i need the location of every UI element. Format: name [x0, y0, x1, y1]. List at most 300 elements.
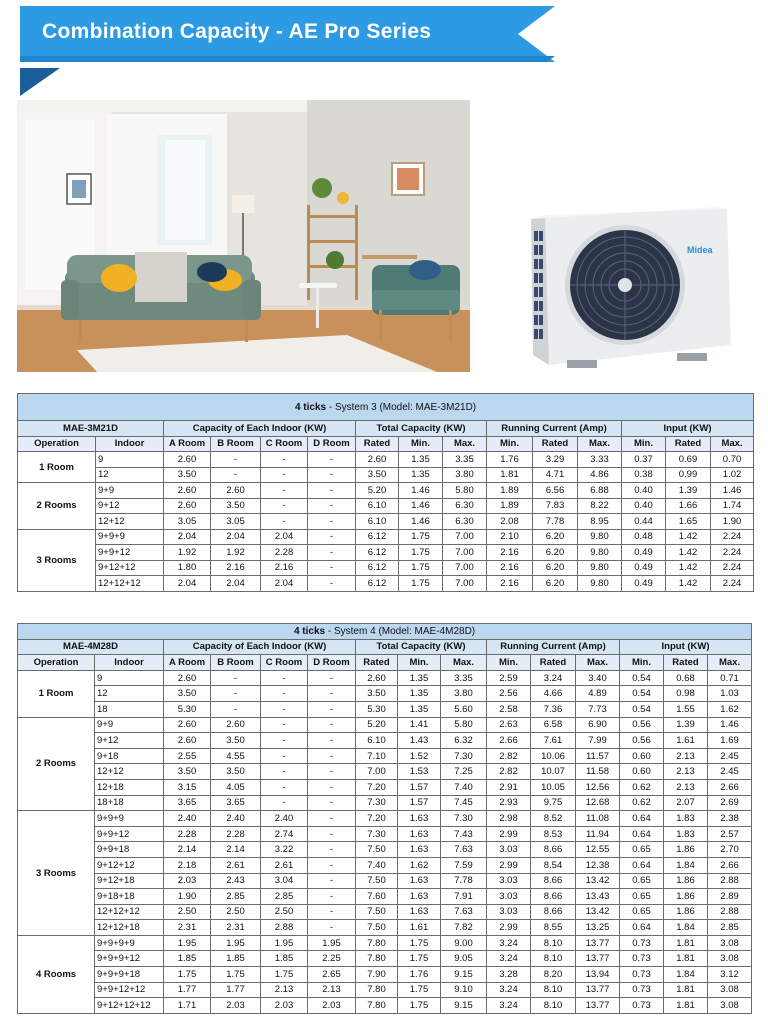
table-row: [18, 701, 752, 717]
table-row: [18, 998, 752, 1014]
table-cell: 1.46: [399, 498, 443, 514]
table-title-row: [18, 394, 754, 421]
table-cell: -: [261, 686, 308, 702]
operation-cell: 2 Rooms: [18, 717, 95, 811]
table-cell: 2.43: [211, 873, 261, 889]
table-cell: 2.40: [261, 811, 308, 827]
table-cell: 7.99: [576, 733, 620, 749]
table-cell: 2.50: [261, 904, 308, 920]
group-header-row: [18, 639, 752, 655]
table-cell: 1.89: [487, 498, 533, 514]
indoor-combination-cell: 9+9+9+9: [95, 935, 164, 951]
column-header: B Room: [211, 436, 261, 452]
table-cell: 2.69: [708, 795, 752, 811]
table-title-prefix: 4 ticks: [293, 625, 326, 637]
table-row: [18, 982, 752, 998]
column-header: Max.: [711, 436, 754, 452]
table-cell: 1.35: [399, 467, 443, 483]
table-row: [18, 545, 754, 561]
table-cell: 7.73: [576, 701, 620, 717]
table-cell: 1.75: [399, 529, 443, 545]
running-current-header: Running Current (Amp): [487, 421, 622, 437]
table-cell: 7.30: [356, 795, 398, 811]
table-cell: -: [261, 764, 308, 780]
table-cell: 2.03: [164, 873, 211, 889]
table-cell: 11.94: [576, 826, 620, 842]
table-cell: 0.60: [620, 748, 664, 764]
table-cell: 7.20: [356, 811, 398, 827]
table-cell: 8.54: [531, 857, 576, 873]
column-header: C Room: [261, 436, 308, 452]
capacity-header: Capacity of Each Indoor (KW): [164, 639, 356, 655]
table-cell: 1.71: [164, 998, 211, 1014]
model-header: MAE-4M28D: [18, 639, 164, 655]
table-cell: 10.05: [531, 779, 576, 795]
table-cell: 0.65: [620, 889, 664, 905]
indoor-combination-cell: 9+18: [95, 748, 164, 764]
table-cell: 0.98: [664, 686, 708, 702]
table-cell: 2.16: [211, 560, 261, 576]
table-cell: 1.35: [399, 452, 443, 468]
table-cell: 2.88: [708, 873, 752, 889]
table-cell: 1.81: [664, 982, 708, 998]
table-cell: 2.61: [261, 857, 308, 873]
table-cell: 8.10: [531, 982, 576, 998]
table-cell: 8.20: [531, 967, 576, 983]
table-cell: -: [308, 467, 356, 483]
table-cell: 6.12: [356, 545, 399, 561]
table-cell: -: [308, 529, 356, 545]
table-cell: 3.65: [164, 795, 211, 811]
table-cell: 9.80: [578, 576, 622, 592]
table-cell: 7.80: [356, 982, 398, 998]
table-cell: -: [211, 467, 261, 483]
table-cell: 13.25: [576, 920, 620, 936]
indoor-combination-cell: 9+12+12: [96, 560, 164, 576]
table-cell: -: [308, 764, 356, 780]
table-cell: 2.24: [711, 545, 754, 561]
table-cell: 0.64: [620, 811, 664, 827]
table-cell: 7.00: [443, 576, 487, 592]
table-cell: 1.39: [664, 717, 708, 733]
table-cell: 1.77: [164, 982, 211, 998]
table-cell: 1.75: [211, 967, 261, 983]
table-cell: 3.80: [441, 686, 487, 702]
table-cell: 1.76: [487, 452, 533, 468]
table-cell: 3.50: [164, 467, 211, 483]
table-cell: -: [261, 514, 308, 530]
table-cell: 3.29: [533, 452, 578, 468]
table-cell: 3.33: [578, 452, 622, 468]
table-row: [18, 951, 752, 967]
table-cell: 1.77: [211, 982, 261, 998]
table-cell: 1.46: [399, 514, 443, 530]
table-cell: 0.65: [620, 842, 664, 858]
table-cell: -: [211, 452, 261, 468]
table-cell: 2.85: [261, 889, 308, 905]
spec-table-system-3: [17, 393, 754, 592]
table-cell: -: [308, 889, 356, 905]
table-cell: 6.90: [576, 717, 620, 733]
table-cell: 3.24: [531, 670, 576, 686]
table-cell: 0.56: [620, 717, 664, 733]
table-cell: 1.83: [664, 826, 708, 842]
table-cell: -: [308, 795, 356, 811]
table-cell: 2.65: [308, 967, 356, 983]
table-cell: 5.80: [443, 483, 487, 499]
table-cell: 1.86: [664, 904, 708, 920]
table-cell: 7.25: [441, 764, 487, 780]
table-cell: -: [308, 748, 356, 764]
table-cell: 3.03: [487, 873, 531, 889]
table-cell: 7.00: [443, 545, 487, 561]
column-header: A Room: [164, 436, 211, 452]
table-row: [18, 498, 754, 514]
indoor-combination-cell: 9+12: [95, 733, 164, 749]
table-cell: 3.05: [164, 514, 211, 530]
table-cell: 7.50: [356, 842, 398, 858]
table-cell: 0.73: [620, 967, 664, 983]
table-cell: 2.50: [164, 904, 211, 920]
table-row: [18, 795, 752, 811]
table-cell: 2.66: [487, 733, 531, 749]
table-cell: 0.73: [620, 951, 664, 967]
table-row: [18, 811, 752, 827]
table-cell: 6.30: [443, 514, 487, 530]
table-cell: 7.00: [356, 764, 398, 780]
table-cell: -: [211, 670, 261, 686]
table-cell: 3.50: [164, 686, 211, 702]
table-title-rest: - System 4 (Model: MAE-4M28D): [325, 625, 476, 637]
table-cell: 0.65: [620, 873, 664, 889]
indoor-combination-cell: 9+9: [96, 483, 164, 499]
table-row: [18, 748, 752, 764]
table-cell: -: [308, 717, 356, 733]
table-cell: 1.81: [487, 467, 533, 483]
table-cell: 3.24: [487, 935, 531, 951]
table-cell: 9.00: [441, 935, 487, 951]
table-cell: 0.56: [620, 733, 664, 749]
indoor-combination-cell: 12+12+18: [95, 920, 164, 936]
indoor-combination-cell: 9+12+18: [95, 873, 164, 889]
table-cell: -: [211, 686, 261, 702]
table-cell: 1.65: [666, 514, 711, 530]
table-cell: 8.95: [578, 514, 622, 530]
column-header: Indoor: [95, 655, 164, 671]
table-cell: 2.82: [487, 764, 531, 780]
table-cell: 3.28: [487, 967, 531, 983]
outdoor-unit-photo: [527, 205, 733, 370]
table-cell: 3.08: [708, 982, 752, 998]
table-cell: 3.50: [356, 467, 399, 483]
table-cell: 2.16: [487, 560, 533, 576]
table-cell: 7.78: [441, 873, 487, 889]
table-cell: 6.10: [356, 733, 398, 749]
table-cell: 0.64: [620, 920, 664, 936]
table-cell: 7.43: [441, 826, 487, 842]
table-row: [18, 842, 752, 858]
table-cell: -: [308, 779, 356, 795]
table-cell: 2.74: [261, 826, 308, 842]
table-cell: 5.80: [441, 717, 487, 733]
table-cell: 9.15: [441, 967, 487, 983]
table-cell: 2.10: [487, 529, 533, 545]
table-cell: 2.04: [164, 529, 211, 545]
table-cell: 12.68: [576, 795, 620, 811]
table-row: [18, 904, 752, 920]
table-cell: 1.42: [666, 576, 711, 592]
table-cell: 2.28: [211, 826, 261, 842]
table-cell: -: [308, 826, 356, 842]
table-cell: 1.53: [398, 764, 441, 780]
table-cell: 1.75: [164, 967, 211, 983]
table-cell: 2.40: [164, 811, 211, 827]
table-cell: -: [308, 857, 356, 873]
table-cell: 2.24: [711, 560, 754, 576]
column-header-row: [18, 655, 752, 671]
table-cell: 4.86: [578, 467, 622, 483]
table-cell: 7.36: [531, 701, 576, 717]
table-row: [18, 920, 752, 936]
table-cell: 7.60: [356, 889, 398, 905]
indoor-combination-cell: 12+12: [96, 514, 164, 530]
table-cell: -: [308, 904, 356, 920]
table-row: [18, 717, 752, 733]
table-cell: 2.04: [261, 576, 308, 592]
table-cell: 1.84: [664, 967, 708, 983]
table-row: [18, 576, 754, 592]
column-header-row: [18, 436, 754, 452]
table-cell: 12.55: [576, 842, 620, 858]
table-cell: 7.63: [441, 904, 487, 920]
operation-cell: 1 Room: [18, 452, 96, 483]
table-cell: 2.60: [211, 717, 261, 733]
column-header: A Room: [164, 655, 211, 671]
table-cell: 1.52: [398, 748, 441, 764]
table-cell: 2.88: [708, 904, 752, 920]
total-capacity-header: Total Capacity (KW): [356, 421, 487, 437]
table-cell: 9.80: [578, 545, 622, 561]
table-row: [18, 857, 752, 873]
table-cell: 0.54: [620, 670, 664, 686]
indoor-combination-cell: 9+9+9: [96, 529, 164, 545]
table-cell: 4.71: [533, 467, 578, 483]
operation-cell: 2 Rooms: [18, 483, 96, 530]
table-cell: 7.00: [443, 529, 487, 545]
table-cell: -: [261, 717, 308, 733]
table-cell: 2.16: [487, 545, 533, 561]
operation-cell: 3 Rooms: [18, 811, 95, 936]
table-cell: 6.20: [533, 576, 578, 592]
table-cell: 1.35: [398, 686, 441, 702]
column-header: B Room: [211, 655, 261, 671]
table-cell: 2.66: [708, 779, 752, 795]
table-cell: 8.10: [531, 935, 576, 951]
table-cell: 1.86: [664, 873, 708, 889]
table-cell: 5.30: [356, 701, 398, 717]
table-cell: 3.80: [443, 467, 487, 483]
indoor-combination-cell: 9+9+9+18: [95, 967, 164, 983]
table-cell: 0.40: [622, 498, 666, 514]
table-cell: 1.92: [164, 545, 211, 561]
table-cell: 6.32: [441, 733, 487, 749]
indoor-combination-cell: 9+9+18: [95, 842, 164, 858]
table-cell: 2.04: [211, 529, 261, 545]
table-cell: -: [308, 483, 356, 499]
capacity-header: Capacity of Each Indoor (KW): [164, 421, 356, 437]
table-cell: 2.93: [487, 795, 531, 811]
table-cell: 2.03: [308, 998, 356, 1014]
table-cell: 3.05: [211, 514, 261, 530]
table-cell: 3.15: [164, 779, 211, 795]
column-header: Max.: [578, 436, 622, 452]
table-cell: 8.55: [531, 920, 576, 936]
table-cell: 2.28: [261, 545, 308, 561]
table-cell: 7.80: [356, 998, 398, 1014]
table-cell: 7.00: [443, 560, 487, 576]
table-cell: 0.99: [666, 467, 711, 483]
table-cell: 1.74: [711, 498, 754, 514]
table-cell: 3.08: [708, 998, 752, 1014]
table-cell: 3.35: [441, 670, 487, 686]
table-cell: 2.59: [487, 670, 531, 686]
table-cell: 1.43: [398, 733, 441, 749]
table-cell: 1.75: [398, 998, 441, 1014]
table-cell: 2.63: [487, 717, 531, 733]
table-cell: 3.50: [211, 498, 261, 514]
table-cell: 2.50: [211, 904, 261, 920]
table-cell: 0.69: [666, 452, 711, 468]
table-cell: 0.49: [622, 560, 666, 576]
table-cell: 2.60: [164, 670, 211, 686]
table-row: [18, 670, 752, 686]
table-cell: 5.60: [441, 701, 487, 717]
table-cell: 7.30: [441, 748, 487, 764]
table-cell: 2.13: [664, 764, 708, 780]
table-cell: 0.60: [620, 764, 664, 780]
table-cell: -: [261, 452, 308, 468]
table-cell: 1.75: [398, 935, 441, 951]
table-cell: 1.75: [399, 560, 443, 576]
table-cell: -: [308, 920, 356, 936]
table-cell: 1.84: [664, 857, 708, 873]
table-cell: 1.81: [664, 951, 708, 967]
table-cell: 1.46: [399, 483, 443, 499]
table-cell: 0.62: [620, 795, 664, 811]
table-cell: 1.61: [664, 733, 708, 749]
table-cell: 4.05: [211, 779, 261, 795]
table-cell: 2.55: [164, 748, 211, 764]
table-cell: 1.80: [164, 560, 211, 576]
table-cell: 2.31: [164, 920, 211, 936]
table-cell: -: [261, 467, 308, 483]
table-cell: 1.90: [711, 514, 754, 530]
table-cell: 0.62: [620, 779, 664, 795]
table-cell: 1.63: [398, 889, 441, 905]
table-cell: -: [211, 701, 261, 717]
table-cell: 2.98: [487, 811, 531, 827]
indoor-combination-cell: 9+12+12+12: [95, 998, 164, 1014]
table-cell: 7.78: [533, 514, 578, 530]
table-row: [18, 514, 754, 530]
table-cell: 2.28: [164, 826, 211, 842]
table-cell: 13.42: [576, 873, 620, 889]
table-cell: 3.08: [708, 951, 752, 967]
table-cell: 1.95: [211, 935, 261, 951]
table-cell: -: [261, 795, 308, 811]
indoor-combination-cell: 9+12: [96, 498, 164, 514]
table-row: [18, 560, 754, 576]
table-cell: 1.66: [666, 498, 711, 514]
table-cell: -: [308, 686, 356, 702]
table-cell: 8.66: [531, 889, 576, 905]
column-header: Max.: [708, 655, 752, 671]
model-header: MAE-3M21D: [18, 421, 164, 437]
table-cell: 2.85: [211, 889, 261, 905]
table-cell: 5.30: [164, 701, 211, 717]
table-cell: 2.14: [211, 842, 261, 858]
table-cell: 6.88: [578, 483, 622, 499]
column-header: Min.: [399, 436, 443, 452]
column-header: Max.: [443, 436, 487, 452]
table-cell: 1.35: [398, 701, 441, 717]
table-cell: 3.35: [443, 452, 487, 468]
table-cell: 2.60: [164, 498, 211, 514]
table-cell: 2.45: [708, 748, 752, 764]
table-row: [18, 764, 752, 780]
table-cell: 2.56: [487, 686, 531, 702]
table-cell: 7.10: [356, 748, 398, 764]
table-cell: 6.10: [356, 514, 399, 530]
indoor-combination-cell: 12: [95, 686, 164, 702]
table-title-prefix: 4 ticks: [294, 401, 327, 413]
table-cell: 3.03: [487, 904, 531, 920]
table-title: [18, 394, 754, 421]
indoor-combination-cell: 12+12+12: [96, 576, 164, 592]
table-cell: 1.84: [664, 920, 708, 936]
group-header-row: [18, 421, 754, 437]
table-cell: 3.40: [576, 670, 620, 686]
table-cell: 8.22: [578, 498, 622, 514]
table-cell: 2.04: [261, 529, 308, 545]
table-cell: 2.13: [308, 982, 356, 998]
column-header: Min.: [487, 655, 531, 671]
table-cell: 2.04: [211, 576, 261, 592]
table-cell: 0.54: [620, 686, 664, 702]
input-header: Input (KW): [622, 421, 754, 437]
table-cell: 3.24: [487, 982, 531, 998]
table-cell: 1.63: [398, 811, 441, 827]
table-cell: 1.63: [398, 842, 441, 858]
table-cell: 10.07: [531, 764, 576, 780]
table-cell: -: [308, 842, 356, 858]
table-cell: -: [261, 670, 308, 686]
table-cell: 2.60: [164, 733, 211, 749]
table-cell: 0.73: [620, 982, 664, 998]
table-row: [18, 935, 752, 951]
table-cell: 2.60: [164, 483, 211, 499]
total-capacity-header: Total Capacity (KW): [356, 639, 487, 655]
table-cell: 2.61: [211, 857, 261, 873]
table-cell: 2.91: [487, 779, 531, 795]
table-cell: 9.80: [578, 560, 622, 576]
table-cell: -: [261, 733, 308, 749]
table-cell: 1.62: [398, 857, 441, 873]
column-header: Rated: [356, 436, 399, 452]
midea-logo: Midea: [687, 245, 713, 255]
table-cell: 2.60: [164, 717, 211, 733]
table-cell: 1.42: [666, 529, 711, 545]
